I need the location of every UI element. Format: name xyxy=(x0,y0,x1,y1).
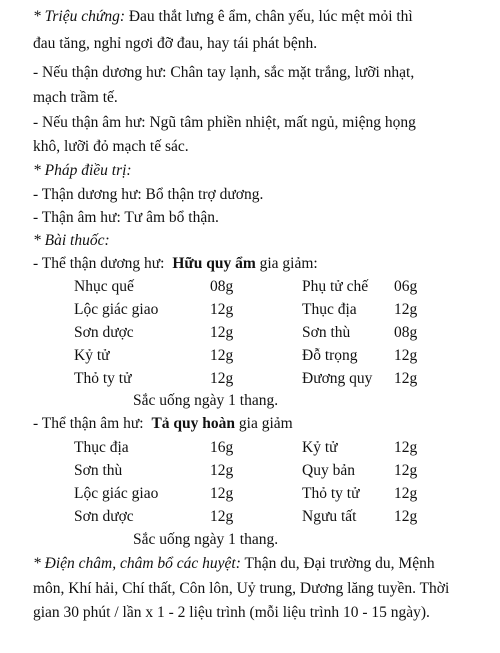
herb-dose: 12g xyxy=(394,439,418,456)
herb-name: Sơn thù xyxy=(74,462,123,479)
herb-name: Thục địa xyxy=(302,301,357,318)
acupuncture-label: * Điện châm, châm bổ các huyệt: xyxy=(33,555,241,572)
herb-name: Thỏ ty tử xyxy=(302,485,360,502)
herb-name: Lộc giác giao xyxy=(74,301,159,318)
treatment-yin: - Thận âm hư: Tư âm bổ thận. xyxy=(33,209,219,226)
herb-dose: 08g xyxy=(210,278,234,295)
herb-name: Sơn thù xyxy=(302,324,351,341)
formula2-name: Tả quy hoàn xyxy=(151,415,236,432)
herb-dose: 12g xyxy=(394,485,418,502)
herb-name: Sơn dược xyxy=(74,508,134,525)
herb-dose: 12g xyxy=(210,324,234,341)
yin-deficiency-line-1: - Nếu thận âm hư: Ngũ tâm phiền nhiệt, mất ngủ, miệng họng xyxy=(33,114,416,131)
herb-name: Nhục quế xyxy=(74,278,134,295)
herb-dose: 12g xyxy=(210,485,234,502)
symptoms-text-1: Đau thắt lưng ê ẩm, chân yếu, lúc mệt mỏi thì xyxy=(128,8,413,25)
symptoms-label: * Triệu chứng: xyxy=(33,8,125,25)
herb-name: Kỷ tử xyxy=(302,439,338,456)
herb-name: Quy bản xyxy=(302,462,355,479)
herb-name: Thỏ ty tử xyxy=(74,370,132,387)
herb-dose: 12g xyxy=(210,301,234,318)
yang-deficiency-line-2: mạch trầm tế. xyxy=(33,89,118,106)
herb-dose: 12g xyxy=(394,370,418,387)
formula1-heading xyxy=(33,255,318,273)
yin-deficiency-line-2: khô, lưỡi đỏ mạch tế sác. xyxy=(33,138,189,155)
yang-deficiency-line-1: - Nếu thận dương hư: Chân tay lạnh, sắc mặt trắng, lưỡi nhạt, xyxy=(33,64,415,81)
herb-name: Đương quy xyxy=(302,370,373,387)
herb-dose: 12g xyxy=(210,347,234,364)
herb-dose: 12g xyxy=(394,508,418,525)
symptoms-line-2: đau tăng, nghỉ ngơi đỡ đau, hay tái phát bệnh. xyxy=(33,35,318,52)
herb-dose: 12g xyxy=(210,508,234,525)
herb-dose: 12g xyxy=(394,301,418,318)
herb-name: Phụ tử chế xyxy=(302,278,369,295)
herb-name: Kỷ tử xyxy=(74,347,110,364)
formula1-prefix: - Thể thận dương hư: xyxy=(33,255,165,272)
formula1-name: Hữu quy ẩm xyxy=(172,255,256,272)
herb-dose: 08g xyxy=(394,324,418,341)
formula1-note: Sắc uống ngày 1 thang. xyxy=(133,392,279,409)
herb-dose: 12g xyxy=(394,347,418,364)
herb-dose: 12g xyxy=(210,370,234,387)
herb-name: Lộc giác giao xyxy=(74,485,159,502)
symptoms-line-1 xyxy=(33,8,413,26)
acupuncture-line-1 xyxy=(33,555,435,573)
formula2-prefix: - Thể thận âm hư: xyxy=(33,415,144,432)
treatment-yang: - Thận dương hư: Bổ thận trợ dương. xyxy=(33,186,264,203)
herb-name: Đỗ trọng xyxy=(302,347,358,364)
herb-name: Sơn dược xyxy=(74,324,134,341)
herb-dose: 12g xyxy=(394,462,418,479)
formula2-suffix: gia giảm xyxy=(238,415,293,432)
acupuncture-line-2: môn, Khí hải, Chí thất, Côn lôn, Uỷ trung, Dương lăng tuyền. Thời xyxy=(33,580,450,597)
herb-name: Ngưu tất xyxy=(302,508,357,525)
acupuncture-line-3: gian 30 phút / lần x 1 - 2 liệu trình (mỗi liệu trình 10 - 15 ngày). xyxy=(33,604,430,621)
herb-name: Thục địa xyxy=(74,439,129,456)
formula2-note: Sắc uống ngày 1 thang. xyxy=(133,531,279,548)
remedy-label: * Bài thuốc: xyxy=(33,232,110,249)
treatment-label: * Pháp điều trị: xyxy=(33,162,132,179)
herb-dose: 16g xyxy=(210,439,234,456)
herb-dose: 06g xyxy=(394,278,418,295)
formula1-suffix: gia giảm: xyxy=(259,255,318,272)
herb-dose: 12g xyxy=(210,462,234,479)
acupuncture-text-1: Thận du, Đại trường du, Mệnh xyxy=(244,555,435,572)
formula2-heading xyxy=(33,415,293,433)
